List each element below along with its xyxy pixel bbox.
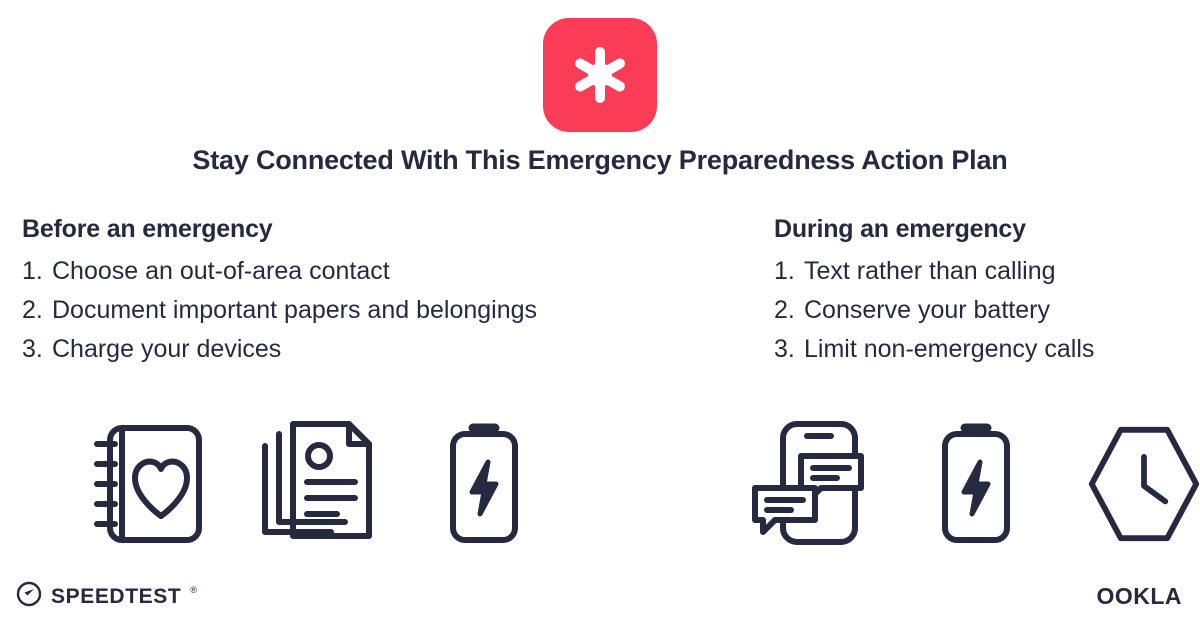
hexagon-clock-icon: [1084, 418, 1200, 550]
ookla-wordmark: OOKLA: [1096, 583, 1182, 609]
speedtest-wordmark: SPEEDTEST: [51, 584, 182, 608]
column-during-emergency: [750, 215, 1200, 368]
list-item: [774, 291, 1200, 330]
icon-group-during-emergency: [748, 418, 1200, 550]
list-item-number: 3.: [22, 334, 43, 363]
speedtest-gauge-icon: [16, 581, 42, 612]
list-item-label: Limit non-emergency calls: [804, 334, 1095, 363]
list-item-number: 2.: [774, 295, 795, 324]
list-item-label: Document important papers and belongings: [52, 295, 538, 324]
list-during-emergency: [774, 252, 1200, 368]
list-item-label: Choose an out-of-area contact: [52, 257, 390, 285]
page-title: Stay Connected With This Emergency Preparedness Action Plan: [192, 145, 1008, 175]
speedtest-asterisk-icon: [568, 43, 632, 107]
notebook-heart-icon: [88, 418, 208, 550]
speedtest-footer-logo: [16, 581, 197, 612]
speedtest-logo-mark: [543, 18, 657, 132]
list-before-emergency: [22, 252, 750, 368]
list-item-label: Text rather than calling: [804, 257, 1056, 285]
list-item-number: 2.: [22, 295, 43, 324]
list-item: [774, 330, 1200, 369]
phone-message-icon: [748, 418, 868, 550]
battery-charge-icon: [424, 418, 544, 550]
list-item-number: 1.: [774, 257, 795, 285]
icon-rows: [0, 418, 1200, 558]
stacked-documents-icon: [256, 418, 376, 550]
column-heading: Before an emergency: [22, 215, 273, 243]
columns-container: [0, 215, 1200, 368]
list-item-label: Charge your devices: [52, 334, 282, 363]
list-item: [22, 291, 750, 330]
column-before-emergency: [0, 215, 750, 368]
column-heading: During an emergency: [774, 215, 1026, 243]
icon-group-before-emergency: [88, 418, 544, 550]
trademark-symbol: ®: [190, 585, 197, 595]
list-item: [22, 252, 750, 291]
battery-charge-icon: [916, 418, 1036, 550]
list-item: [774, 252, 1200, 291]
list-item: [22, 330, 750, 369]
ookla-footer-logo: [1096, 583, 1182, 610]
list-item-label: Conserve your battery: [804, 295, 1050, 324]
list-item-number: 3.: [774, 334, 795, 363]
list-item-number: 1.: [22, 257, 43, 285]
